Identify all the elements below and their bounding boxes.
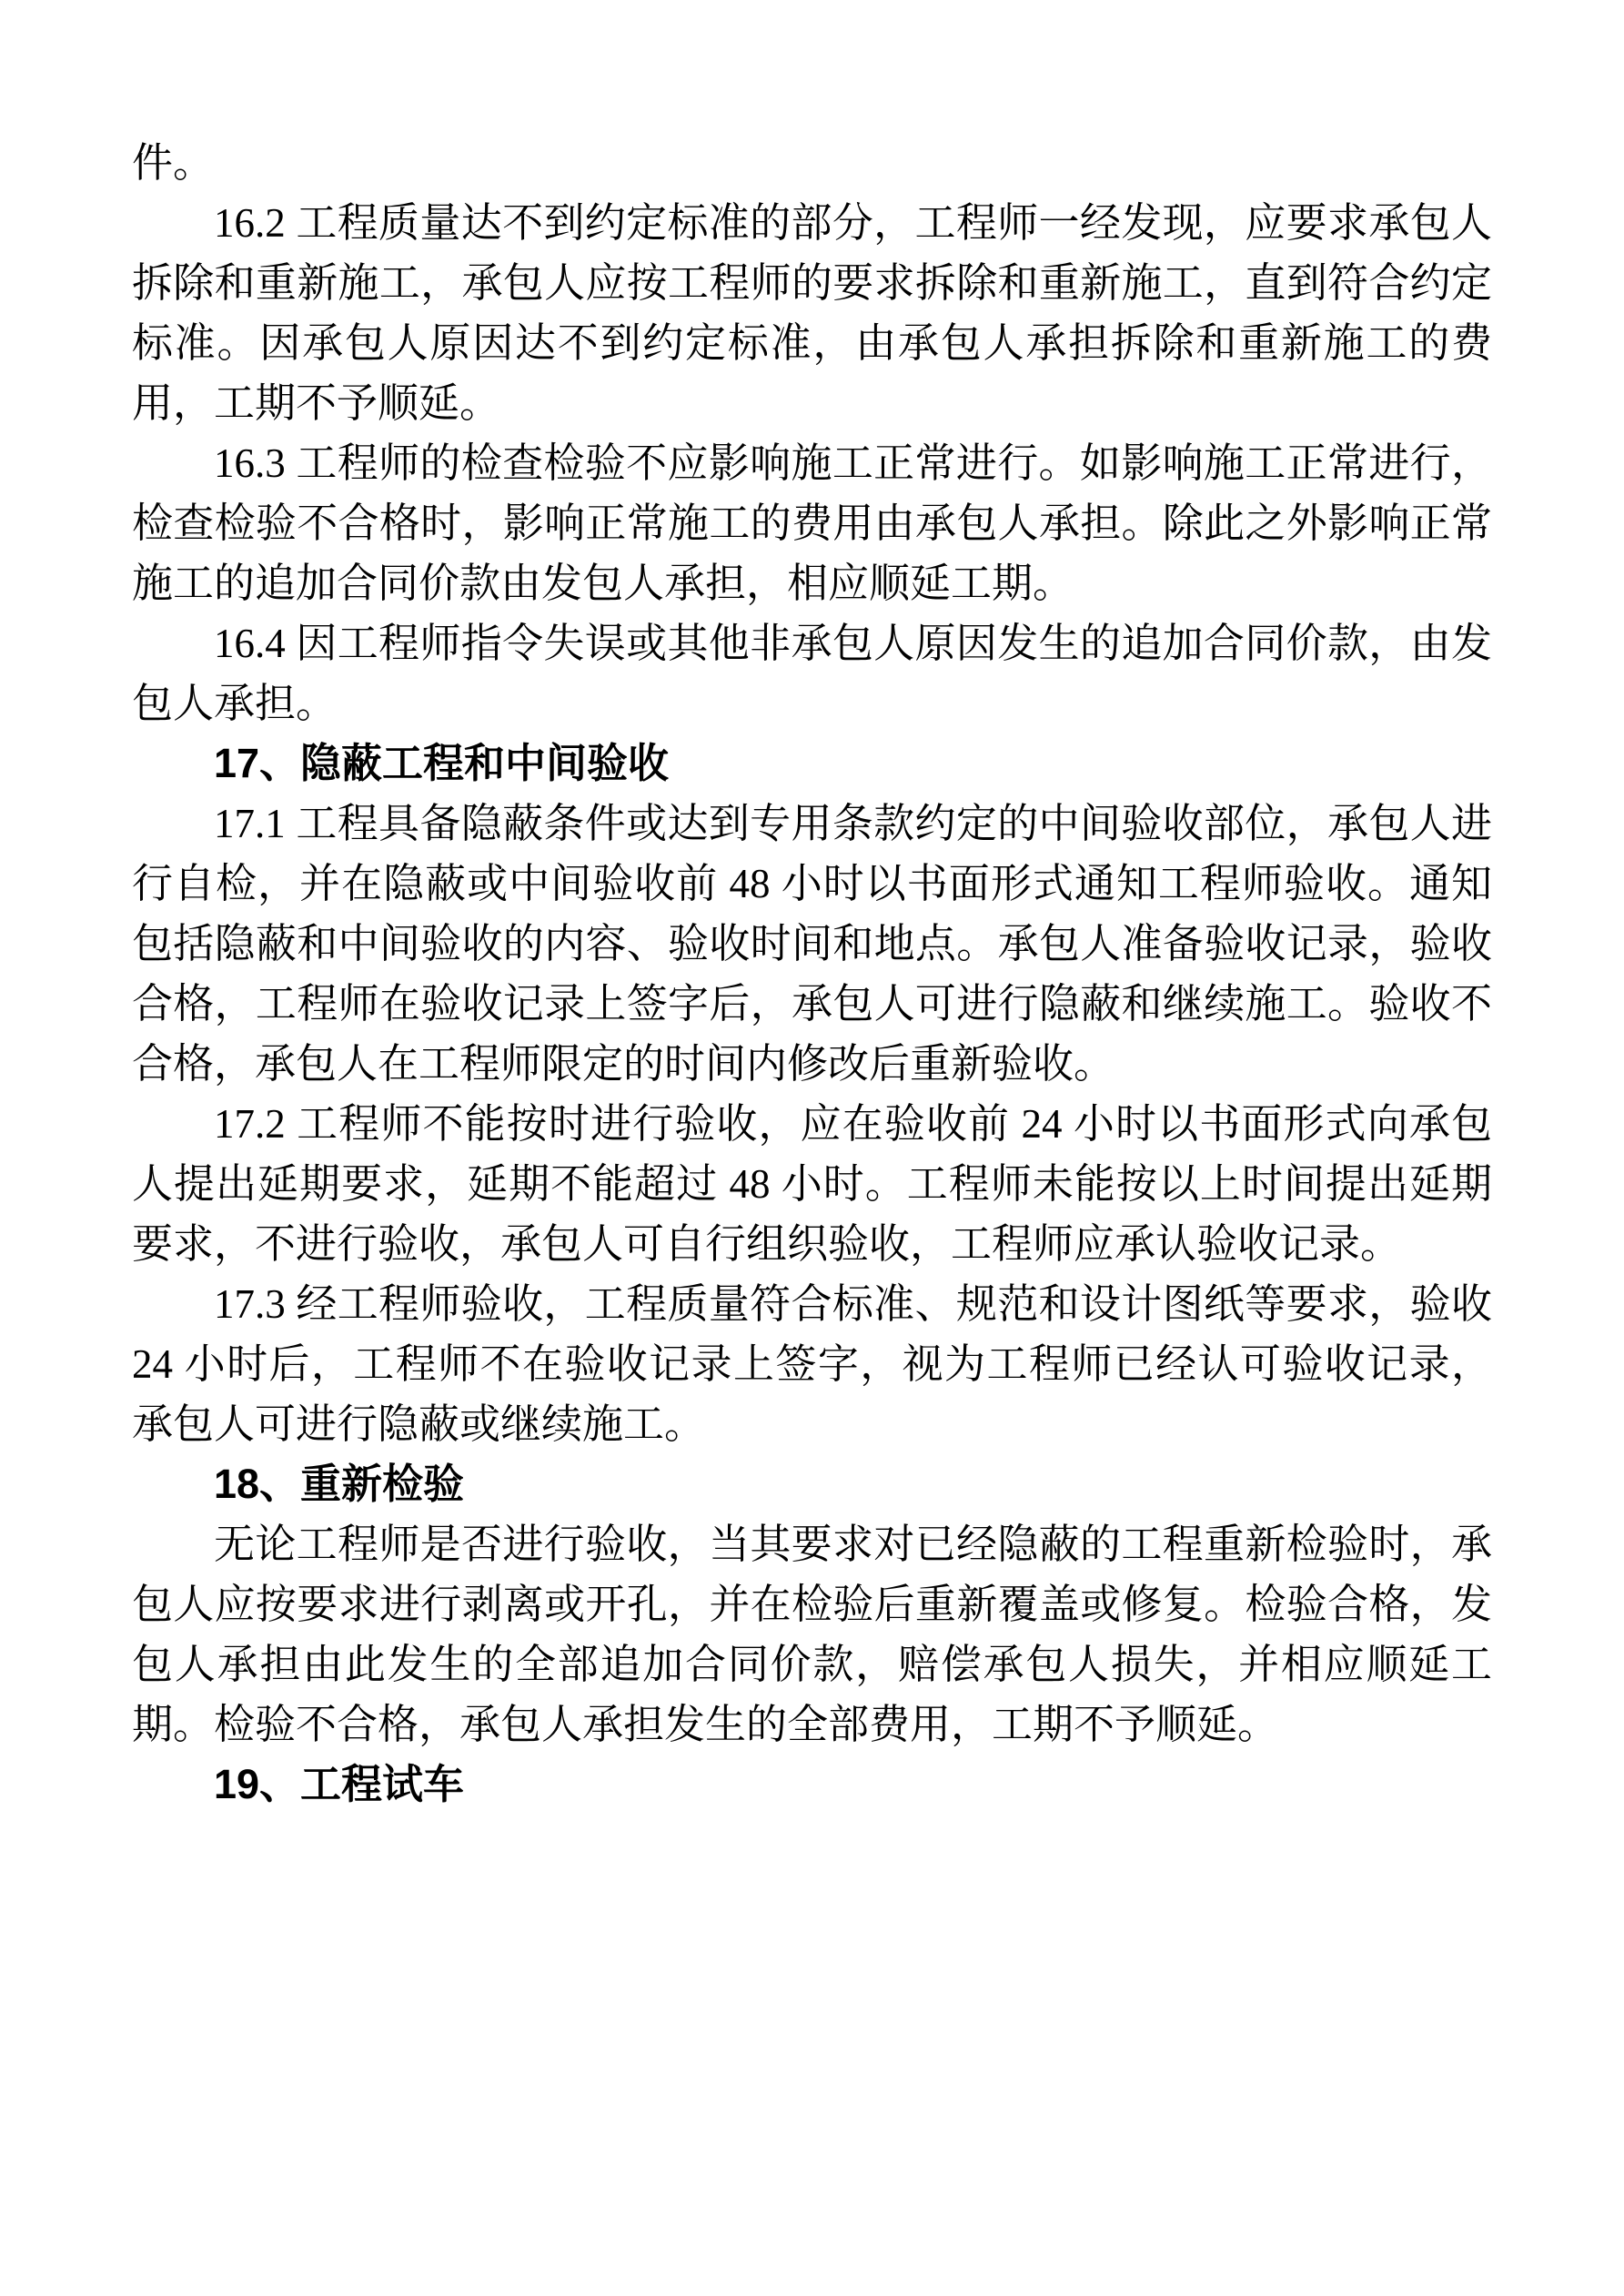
clause-16-3: 16.3 工程师的检查检验不应影响施工正常进行。如影响施工正常进行，检查检验不合格时，影响正常施工的费用由承包人承担。除此之外影响正常施工的追加合同价款由发包人承担，相应顺延工期。 bbox=[132, 440, 1492, 606]
heading-section-18: 18、重新检验 bbox=[214, 1461, 465, 1507]
clause-17-3: 17.3 经工程师验收，工程质量符合标准、规范和设计图纸等要求，验收 24 小时后，工程师不在验收记录上签字，视为工程师已经认可验收记录，承包人可进行隐蔽或继续施工。 bbox=[132, 1281, 1492, 1447]
clause-16-4: 16.4 因工程师指令失误或其他非承包人原因发生的追加合同价款，由发包人承担。 bbox=[132, 621, 1492, 726]
clause-16-2: 16.2 工程质量达不到约定标准的部分，工程师一经发现，应要求承包人拆除和重新施工，承包人应按工程师的要求拆除和重新施工，直到符合约定标准。因承包人原因达不到约定标准，由承包人承担拆除和重新施工的费用，工期不予顺延。 bbox=[132, 200, 1492, 426]
clause-17-1: 17.1 工程具备隐蔽条件或达到专用条款约定的中间验收部位，承包人进行自检，并在隐蔽或中间验收前 48 小时以书面形式通知工程师验收。通知包括隐蔽和中间验收的内容、验收时间和地点。承包人准备验收记录，验收合格，工程师在验收记录上签字后，承包人可进行隐蔽和继续施工。验收不合格，承包人在工程师限定的时间内修改后重新验收。 bbox=[132, 801, 1492, 1087]
heading-section-17: 17、隐蔽工程和中间验收 bbox=[214, 740, 670, 786]
clause-17-2: 17.2 工程师不能按时进行验收，应在验收前 24 小时以书面形式向承包人提出延期要求，延期不能超过 48 小时。工程师未能按以上时间提出延期要求，不进行验收，承包人可自行组织验收，工程师应承认验收记录。 bbox=[132, 1101, 1492, 1267]
paragraph-continuation: 件。 bbox=[132, 140, 215, 186]
clause-18-body: 无论工程师是否进行验收，当其要求对已经隐蔽的工程重新检验时，承包人应按要求进行剥离或开孔，并在检验后重新覆盖或修复。检验合格，发包人承担由此发生的全部追加合同价款，赔偿承包人损失，并相应顺延工期。检验不合格，承包人承担发生的全部费用，工期不予顺延。 bbox=[132, 1522, 1492, 1747]
heading-section-19: 19、工程试车 bbox=[214, 1761, 465, 1807]
